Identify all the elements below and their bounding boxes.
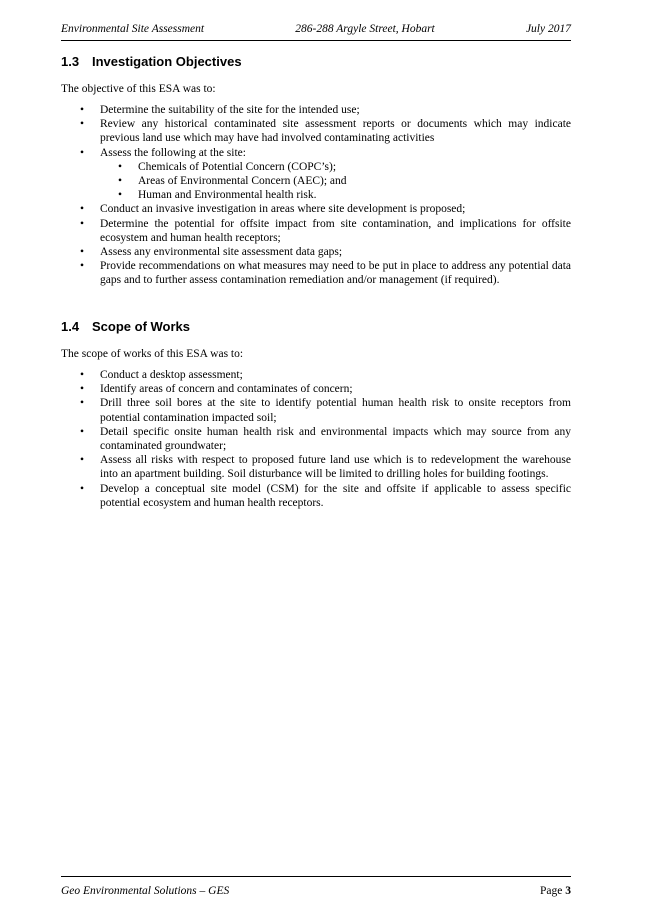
sub-list-item: • Areas of Environmental Concern (AEC); and [100, 174, 571, 188]
header-site-address: 286-288 Argyle Street, Hobart [295, 23, 435, 35]
list-item-text: Assess the following at the site: [100, 146, 246, 159]
page-footer [61, 885, 571, 897]
scope-list [61, 368, 571, 510]
section-intro: The objective of this ESA was to: [61, 83, 216, 95]
list-item: • Conduct a desktop assessment; [61, 368, 571, 382]
section-heading-investigation-objectives [61, 54, 242, 69]
sub-list-item: • Chemicals of Potential Concern (COPC’s); [100, 160, 571, 174]
page-indicator [540, 885, 571, 897]
list-item: • Review any historical contaminated site assessment reports or documents which may indicate previous land use which may have had involved contaminating activities [61, 117, 571, 145]
section-number: 1.3 [61, 54, 80, 69]
section-number: 1.4 [61, 319, 80, 334]
list-item: • Drill three soil bores at the site to identify potential human health risk to onsite receptors from potential contamination impacted soil; [61, 396, 571, 424]
page-label: Page [540, 885, 563, 897]
section-heading-scope-of-works [61, 319, 190, 334]
list-item: • Determine the suitability of the site for the intended use; [61, 103, 571, 117]
sub-list [100, 160, 571, 203]
list-item [61, 146, 571, 203]
header-document-title: Environmental Site Assessment [61, 23, 205, 35]
list-item: • Assess all risks with respect to proposed future land use which is to redevelopment the warehouse into an apartment building. Soil disturbance will be limited to drilling holes for building footings. [61, 453, 571, 481]
sub-list-item: • Human and Environmental health risk. [100, 188, 571, 202]
list-item: • Assess any environmental site assessment data gaps; [61, 245, 571, 259]
header-rule [61, 40, 571, 41]
list-item: • Provide recommendations on what measures may need to be put in place to address any potential data gaps and to further assess contamination remediation and/or management (if required). [61, 259, 571, 287]
header-date: July 2017 [525, 23, 571, 35]
list-item: • Detail specific onsite human health risk and environmental impacts which may source from any contaminated groundwater; [61, 425, 571, 453]
objectives-list [61, 103, 571, 288]
list-item: • Conduct an invasive investigation in areas where site development is proposed; [61, 202, 571, 216]
section-title: Scope of Works [92, 319, 191, 334]
section-title: Investigation Objectives [92, 54, 242, 69]
page-number: 3 [565, 885, 571, 897]
list-item: • Identify areas of concern and contaminates of concern; [61, 382, 571, 396]
list-item: • Develop a conceptual site model (CSM) for the site and offsite if applicable to assess specific potential ecosystem and human health receptors. [61, 482, 571, 510]
footer-rule [61, 876, 571, 877]
footer-company: Geo Environmental Solutions – GES [61, 885, 230, 897]
list-item: • Determine the potential for offsite impact from site contamination, and implications for offsite ecosystem and human health receptors; [61, 217, 571, 245]
page-header [61, 23, 571, 35]
section-intro: The scope of works of this ESA was to: [61, 348, 244, 360]
